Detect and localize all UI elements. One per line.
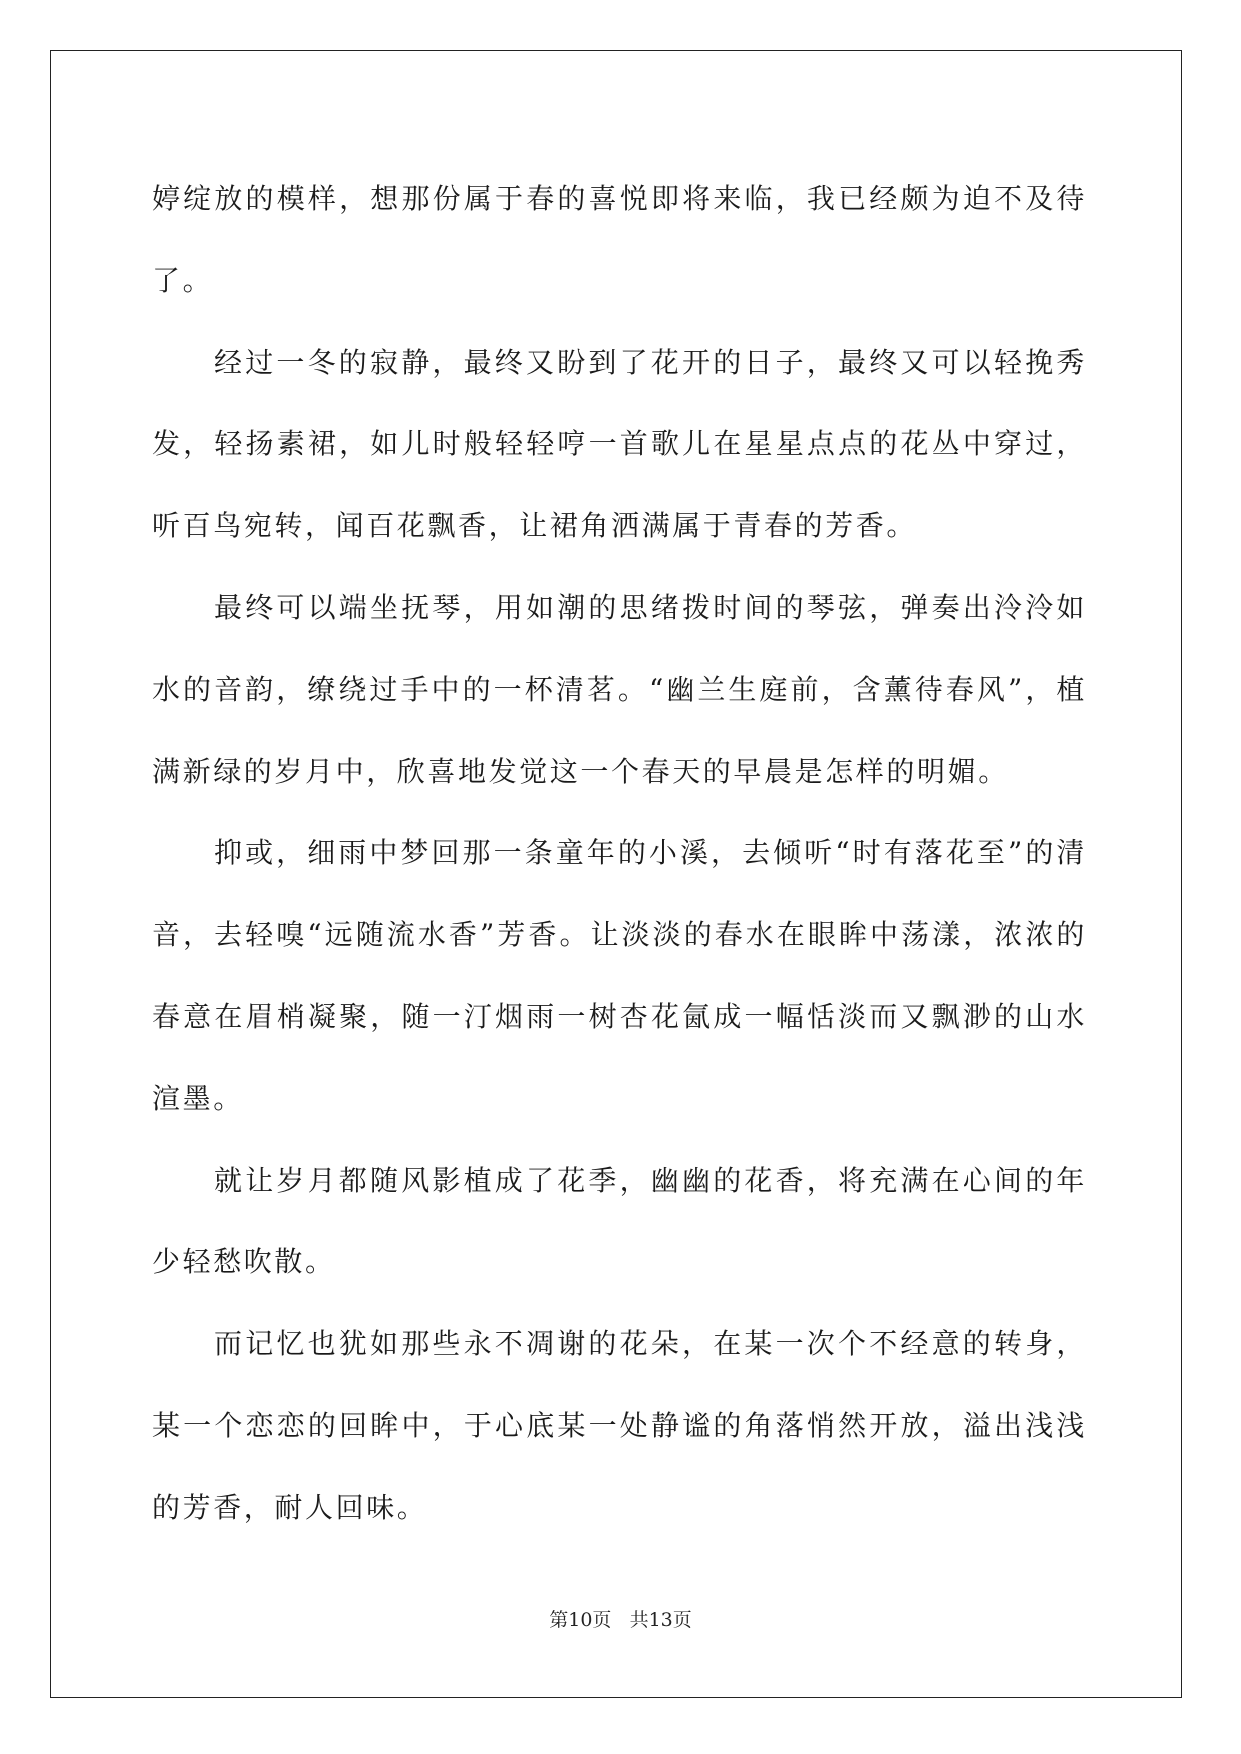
page-number: 第10页 (549, 1609, 612, 1631)
paragraph-1: 婷绽放的模样，想那份属于春的喜悦即将来临，我已经颇为迫不及待了。 (152, 182, 1087, 297)
paragraph-4: 抑或，细雨中梦回那一条童年的小溪，去倾听“时有落花至”的清音，去轻嗅“远随流水香”芳香。让淡淡的春水在眼眸中荡漾，浓浓的春意在眉梢凝聚，随一汀烟雨一树杏花氤成一幅恬淡而又飘渺的山水渲墨。 (152, 836, 1087, 1115)
document-body (152, 158, 1087, 1549)
paragraph-6: 而记忆也犹如那些永不凋谢的花朵，在某一次个不经意的转身，某一个恋恋的回眸中，于心底某一处静谧的角落悄然开放，溢出浅浅的芳香，耐人回味。 (152, 1327, 1087, 1524)
paragraph-5: 就让岁月都随风影植成了花季，幽幽的花香，将充满在心间的年少轻愁吹散。 (152, 1163, 1087, 1279)
paragraph-3: 最终可以端坐抚琴，用如潮的思绪拨时间的琴弦，弹奏出泠泠如水的音韵，缭绕过手中的一杯清茗。“幽兰生庭前，含薰待春风”，植满新绿的岁月中，欣喜地发觉这一个春天的早晨是怎样的明媚。 (152, 590, 1087, 788)
paragraph-2: 经过一冬的寂静，最终又盼到了花开的日子，最终又可以轻挽秀发，轻扬素裙，如儿时般轻轻哼一首歌儿在星星点点的花丛中穿过，听百鸟宛转，闻百花飘香，让裙角洒满属于青春的芳香。 (152, 345, 1087, 543)
page-total: 共13页 (629, 1609, 692, 1631)
page-footer (0, 1606, 1241, 1634)
